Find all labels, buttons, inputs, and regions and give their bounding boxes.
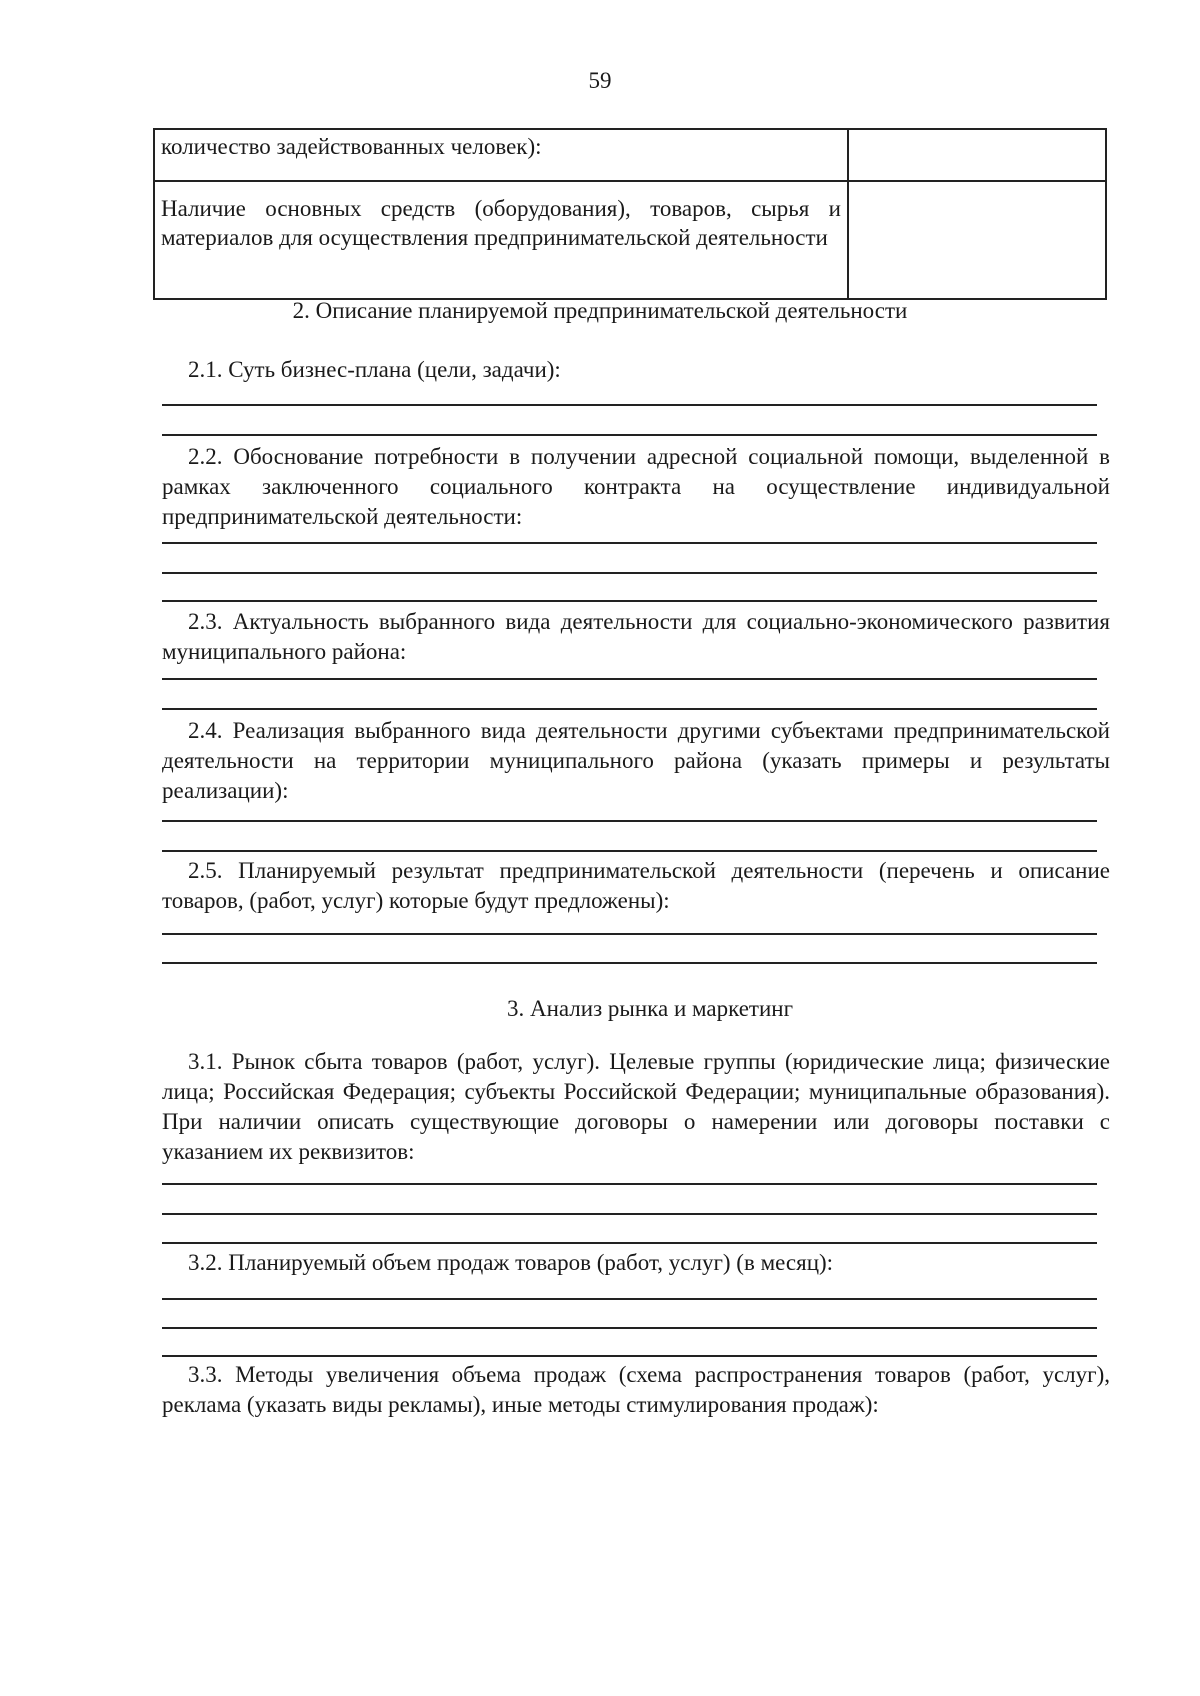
- table-row: [154, 129, 1106, 181]
- table-row: [154, 181, 1106, 299]
- item-3-2: [162, 1248, 1062, 1278]
- answer-line[interactable]: [162, 572, 1097, 574]
- page-number: 59: [588, 68, 612, 93]
- item-2-2: [162, 442, 1110, 532]
- item-3-2-text: 3.2. Планируемый объем продаж товаров (работ, услуг) (в месяц):: [188, 1250, 834, 1275]
- answer-line[interactable]: [162, 850, 1097, 852]
- answer-line[interactable]: [162, 404, 1097, 406]
- answer-line[interactable]: [162, 1183, 1097, 1185]
- answer-line[interactable]: [162, 434, 1097, 436]
- answer-line[interactable]: [162, 1242, 1097, 1244]
- item-3-3-text: 3.3. Методы увеличения объема продаж (схема распространения товаров (работ, услуг), реклама (указать виды рекламы), иные методы стимулирования продаж):: [162, 1362, 1110, 1417]
- answer-line[interactable]: [162, 1327, 1097, 1329]
- section-3-heading: 3. Анализ рынка и маркетинг: [506, 996, 794, 1021]
- answer-line[interactable]: [162, 1298, 1097, 1300]
- item-2-5-text: 2.5. Планируемый результат предпринимательской деятельности (перечень и описание товаров, (работ, услуг) которые будут предложены):: [162, 858, 1110, 913]
- item-2-4: [162, 716, 1110, 806]
- item-2-5: [162, 856, 1110, 916]
- table-cell-label: Наличие основных средств (оборудования), товаров, сырья и материалов для осуществления предпринимательской деятельности: [154, 181, 848, 299]
- answer-line[interactable]: [162, 678, 1097, 680]
- resources-table: [153, 128, 1107, 300]
- table-cell-value[interactable]: [848, 129, 1106, 181]
- item-3-1: [162, 1047, 1110, 1167]
- item-2-1-text: 2.1. Суть бизнес-плана (цели, задачи):: [188, 357, 561, 382]
- answer-line[interactable]: [162, 820, 1097, 822]
- item-2-1: [162, 355, 1062, 385]
- answer-line[interactable]: [162, 1355, 1097, 1357]
- section-2-heading: 2. Описание планируемой предпринимательской деятельности: [292, 298, 908, 323]
- item-3-3: [162, 1360, 1110, 1420]
- answer-line[interactable]: [162, 1213, 1097, 1215]
- item-3-1-text: 3.1. Рынок сбыта товаров (работ, услуг). Целевые группы (юридические лица; физические лица; Российская Федерация; субъекты Российской Федерации; муниципальные образования). При наличии описать существующие договоры о намерении или договоры поставки с указанием их реквизитов:: [162, 1049, 1110, 1164]
- answer-line[interactable]: [162, 708, 1097, 710]
- item-2-3: [162, 607, 1110, 667]
- item-2-2-text: 2.2. Обоснование потребности в получении адресной социальной помощи, выделенной в рамках заключенного социального контракта на осуществление индивидуальной предпринимательской деятельности:: [162, 444, 1110, 529]
- answer-line[interactable]: [162, 933, 1097, 935]
- table-cell-value[interactable]: [848, 181, 1106, 299]
- table-cell-label: количество задействованных человек):: [154, 129, 848, 181]
- item-2-4-text: 2.4. Реализация выбранного вида деятельности другими субъектами предпринимательской деятельности на территории муниципального района (указать примеры и результаты реализации):: [162, 718, 1110, 803]
- answer-line[interactable]: [162, 600, 1097, 602]
- answer-line[interactable]: [162, 542, 1097, 544]
- answer-line[interactable]: [162, 962, 1097, 964]
- item-2-3-text: 2.3. Актуальность выбранного вида деятельности для социально-экономического развития муниципального района:: [162, 609, 1110, 664]
